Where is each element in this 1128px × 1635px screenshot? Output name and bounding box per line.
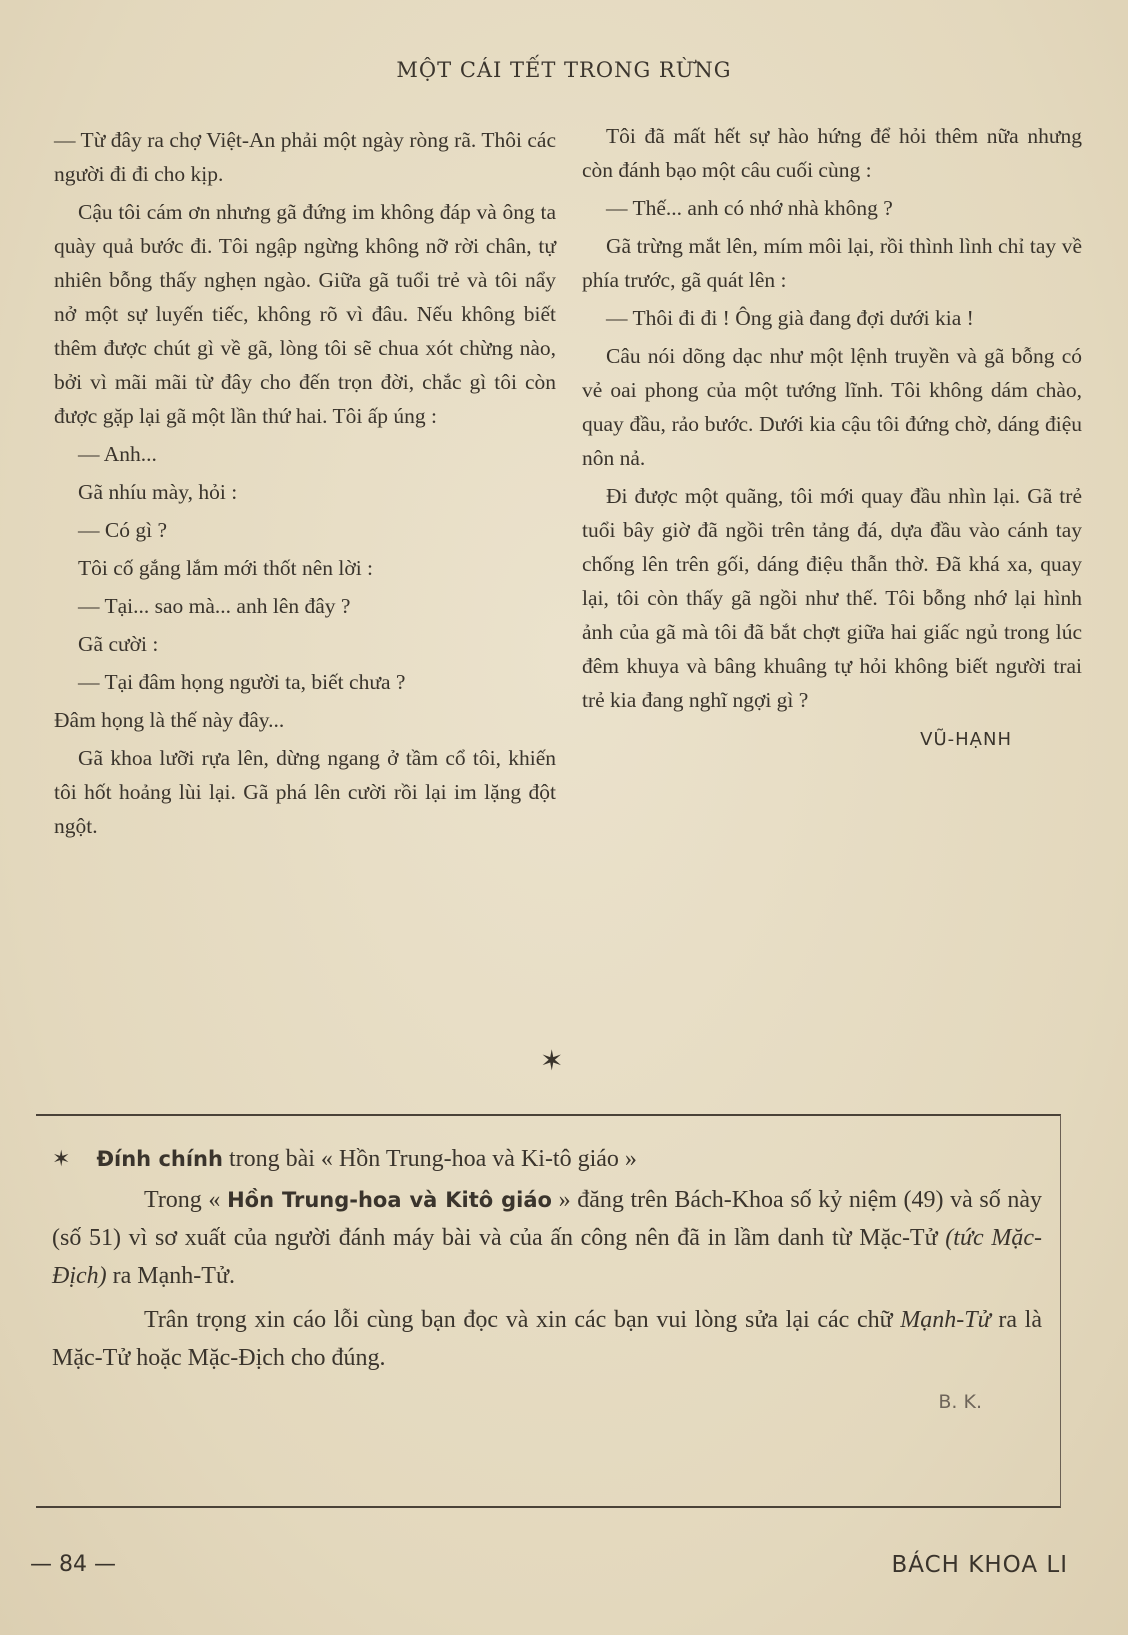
- paragraph: — Anh...: [78, 442, 157, 466]
- paragraph: Tôi đã mất hết sự hào hứng để hỏi thêm nữa nhưng còn đánh bạo một câu cuối cùng :: [582, 124, 1082, 182]
- correction-heading-text: trong bài « Hồn Trung-hoa và Ki-tô giáo »: [222, 1146, 637, 1172]
- paragraph: Tôi cố gắng lắm mới thốt nên lời :: [78, 556, 374, 580]
- correction-notice-content: [52, 1140, 1042, 1421]
- text-run: ra là Mặc-Tử hoặc Mặc-Địch cho đúng.: [52, 1307, 1043, 1371]
- paragraph: — Tại đâm họng người ta, biết chưa ?: [78, 670, 406, 694]
- paragraph: Cậu tôi cám ơn nhưng gã đứng im không đáp và ông ta quày quả bước đi. Tôi ngập ngừng không nỡ rời chân, tự nhiên bỗng thấy nghẹn ngào. Giữa gã tuổi trẻ và tôi nẩy nở một sự luyến tiếc, không rõ vì đâu. Nếu không biết thêm được chút gì về gã, lòng tôi sẽ chua xót chừng nào, bởi vì mãi mãi từ đây cho đến trọn đời, chắc gì tôi còn được gặp lại gã một lần thứ hai. Tôi ấp úng :: [54, 200, 556, 428]
- article-title: Hồn Trung-hoa và Kitô giáo: [227, 1188, 552, 1212]
- left-column: [54, 123, 556, 847]
- section-separator-star-icon: ✶: [540, 1044, 564, 1077]
- correction-label: Đính chính: [96, 1147, 223, 1171]
- text-run: Trân trọng xin cáo lỗi cùng bạn đọc và xin các bạn vui lòng sửa lại các chữ: [144, 1307, 901, 1333]
- paragraph: Gã nhíu mày, hỏi :: [78, 480, 238, 504]
- correction-heading: [52, 1140, 1042, 1179]
- paragraph: — Tại... sao mà... anh lên đây ?: [78, 594, 351, 618]
- paragraph: Câu nói dõng dạc như một lệnh truyền và gã bỗng có vẻ oai phong của một tướng lĩnh. Tôi không dám chào, quay đầu, rảo bước. Dưới kia cậu tôi đứng chờ, dáng điệu nôn nả.: [582, 344, 1082, 470]
- correction-paragraph: [52, 1301, 1042, 1377]
- text-run: Trong «: [144, 1187, 228, 1213]
- italic-text: Mạnh-Tử: [900, 1307, 991, 1333]
- correction-signature: B. K.: [938, 1391, 982, 1413]
- text-run: » đăng trên Bách-Khoa số kỷ niệm (49) và số này (số 51) vì sơ xuất của người đánh máy bài và của ấn công nên đã in lầm danh từ Mặc-Tử: [52, 1187, 1042, 1251]
- paragraph: Gã trừng mắt lên, mím môi lại, rồi thình lình chỉ tay về phía trước, gã quát lên :: [582, 234, 1082, 292]
- right-column: [582, 119, 1082, 761]
- italic-text: (tức Mặc-Địch): [52, 1225, 1042, 1289]
- paragraph: — Từ đây ra chợ Việt-An phải một ngày ròng rã. Thôi các người đi đi cho kịp.: [54, 128, 556, 186]
- paragraph: — Có gì ?: [78, 518, 167, 542]
- correction-paragraph: [52, 1181, 1042, 1295]
- paragraph: Gã cười :: [78, 632, 159, 656]
- paragraph: Đâm họng là thế này đây...: [54, 708, 285, 732]
- paragraph: — Thôi đi đi ! Ông già đang đợi dưới kia !: [606, 306, 974, 330]
- text-run: ra Mạnh-Tử.: [106, 1263, 235, 1289]
- paragraph: Gã khoa lưỡi rựa lên, dừng ngang ở tầm cổ tôi, khiến tôi hốt hoảng lùi lại. Gã phá lên cười rồi lại im lặng đột ngột.: [54, 746, 556, 838]
- paragraph: Đi được một quãng, tôi mới quay đầu nhìn lại. Gã trẻ tuổi bây giờ đã ngồi trên tảng đá, dựa đầu vào cánh tay chống lên trên gối, dáng điệu thẫn thờ. Đã khá xa, quay lại, tôi còn thấy gã ngồi như thế. Tôi bỗng nhớ lại hình ảnh của gã mà tôi đã bắt chợt giữa hai giấc ngủ trong lúc đêm khuya và bâng khuâng tự hỏi không biết người trai trẻ kia đang nghĩ ngợi gì ?: [582, 484, 1082, 712]
- paragraph: — Thế... anh có nhớ nhà không ?: [606, 196, 893, 220]
- star-icon: ✶: [52, 1147, 71, 1172]
- journal-name: BÁCH KHOA LI: [891, 1552, 1068, 1578]
- author-signature: VŨ-HẠNH: [920, 729, 1012, 750]
- correction-notice-box: [36, 1114, 1061, 1508]
- running-title: MỘT CÁI TẾT TRONG RỪNG: [396, 58, 732, 82]
- page-number: — 84 —: [30, 1552, 116, 1577]
